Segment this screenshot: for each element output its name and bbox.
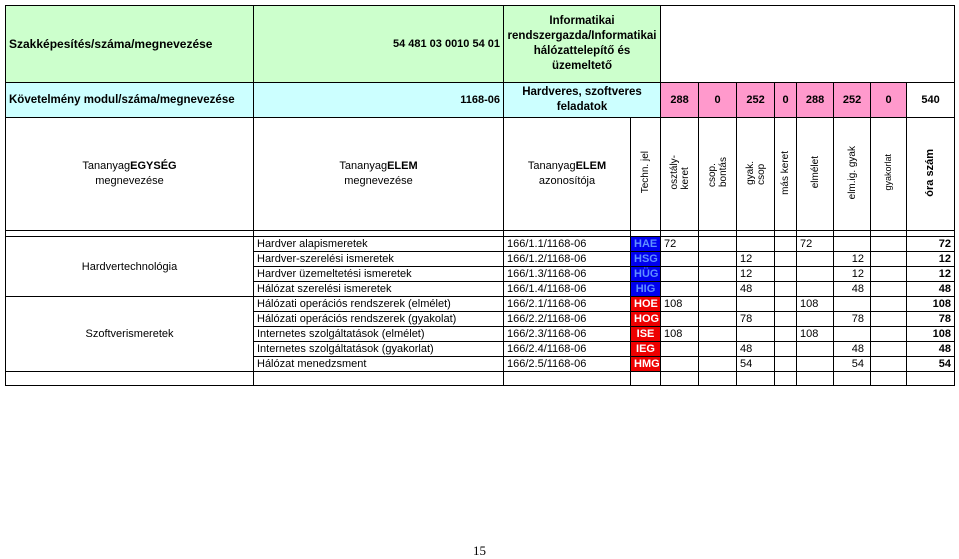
element-id: 166/2.5/1168-06: [504, 357, 631, 372]
element-name: Hálózati operációs rendszerek (elmélet): [254, 297, 504, 312]
practice-value: [871, 312, 907, 327]
group-split-value: [699, 282, 737, 297]
practice-group-value: 48: [737, 282, 775, 297]
tech-code: ISE: [631, 327, 661, 342]
column-header-element: TananyagELEM megnevezése: [254, 118, 504, 231]
element-name: Internetes szolgáltatások (gyakorlat): [254, 342, 504, 357]
column-header-unit: TananyagEGYSÉG megnevezése: [6, 118, 254, 231]
other-frame-value: [775, 252, 797, 267]
element-id: 166/2.4/1168-06: [504, 342, 631, 357]
hours-value: 12: [907, 252, 955, 267]
module-label: Követelmény modul/száma/megnevezése: [6, 83, 254, 118]
theory-value: [797, 357, 834, 372]
element-id: 166/2.3/1168-06: [504, 327, 631, 342]
other-frame-value: [775, 237, 797, 252]
element-name: Hálózati operációs rendszerek (gyakolat): [254, 312, 504, 327]
other-frame-value: [775, 297, 797, 312]
total-other-frame: 0: [775, 83, 797, 118]
tech-code: HOE: [631, 297, 661, 312]
qualification-name: Informatikai rendszergazda/Informatikai hálózattelepítő és üzemeltető: [504, 6, 661, 83]
tech-code: HOG: [631, 312, 661, 327]
tech-code: HAE: [631, 237, 661, 252]
total-hours: 540: [907, 83, 955, 118]
total-theory-practice: 252: [834, 83, 871, 118]
class-frame-value: [661, 312, 699, 327]
theory-value: [797, 252, 834, 267]
theory-practice-value: [834, 237, 871, 252]
element-id: 166/1.1/1168-06: [504, 237, 631, 252]
other-frame-value: [775, 327, 797, 342]
element-id: 166/1.4/1168-06: [504, 282, 631, 297]
theory-practice-value: 12: [834, 267, 871, 282]
practice-group-value: 48: [737, 342, 775, 357]
element-name: Hardver-szerelési ismeretek: [254, 252, 504, 267]
table-row: [6, 297, 955, 312]
column-header-tech: Techn. jel: [631, 118, 661, 231]
column-header-class-frame: osztály- keret: [661, 118, 699, 231]
element-name: Hardver alapismeretek: [254, 237, 504, 252]
practice-group-value: 12: [737, 252, 775, 267]
theory-practice-value: [834, 327, 871, 342]
module-name: Hardveres, szoftveres feladatok: [504, 83, 661, 118]
other-frame-value: [775, 342, 797, 357]
column-header-theory-practice: elm.ig. gyak: [834, 118, 871, 231]
tech-code: HSG: [631, 252, 661, 267]
group-split-value: [699, 237, 737, 252]
module-number: 1168-06: [254, 83, 504, 118]
element-name: Hálózat szerelési ismeretek: [254, 282, 504, 297]
practice-group-value: [737, 297, 775, 312]
table-row: [6, 237, 955, 252]
total-practice: 0: [871, 83, 907, 118]
other-frame-value: [775, 267, 797, 282]
curriculum-table: [5, 5, 955, 386]
other-frame-value: [775, 282, 797, 297]
theory-practice-value: [834, 297, 871, 312]
practice-value: [871, 237, 907, 252]
practice-value: [871, 342, 907, 357]
class-frame-value: 72: [661, 237, 699, 252]
tech-code: HIG: [631, 282, 661, 297]
group-split-value: [699, 342, 737, 357]
theory-practice-value: 48: [834, 342, 871, 357]
class-frame-value: [661, 342, 699, 357]
unit-name: Szoftverismeretek: [6, 297, 254, 372]
theory-practice-value: 12: [834, 252, 871, 267]
total-class-frame: 288: [661, 83, 699, 118]
unit-name: Hardvertechnológia: [6, 237, 254, 297]
column-header-row: [6, 118, 955, 231]
total-practice-group: 252: [737, 83, 775, 118]
element-name: Hardver üzemeltetési ismeretek: [254, 267, 504, 282]
practice-group-value: 12: [737, 267, 775, 282]
class-frame-value: [661, 357, 699, 372]
group-split-value: [699, 267, 737, 282]
page-number: 15: [473, 543, 486, 558]
theory-value: 108: [797, 297, 834, 312]
column-header-group-split: csop. bontás: [699, 118, 737, 231]
practice-value: [871, 357, 907, 372]
column-header-element-id: TananyagELEM azonosítója: [504, 118, 631, 231]
group-split-value: [699, 327, 737, 342]
hours-value: 108: [907, 297, 955, 312]
hours-value: 108: [907, 327, 955, 342]
theory-practice-value: 54: [834, 357, 871, 372]
total-theory: 288: [797, 83, 834, 118]
theory-value: 72: [797, 237, 834, 252]
column-header-hours: óra szám: [907, 118, 955, 231]
practice-value: [871, 327, 907, 342]
group-split-value: [699, 252, 737, 267]
theory-practice-value: 48: [834, 282, 871, 297]
qualification-label: Szakképesítés/száma/megnevezése: [6, 6, 254, 83]
qualification-row: [6, 6, 955, 83]
empty-footer-row: [6, 372, 955, 386]
hours-value: 48: [907, 342, 955, 357]
tech-code: HÜG: [631, 267, 661, 282]
theory-value: [797, 312, 834, 327]
practice-value: [871, 282, 907, 297]
element-id: 166/2.2/1168-06: [504, 312, 631, 327]
module-row: [6, 83, 955, 118]
element-name: Internetes szolgáltatások (elmélet): [254, 327, 504, 342]
theory-practice-value: 78: [834, 312, 871, 327]
practice-group-value: 54: [737, 357, 775, 372]
column-header-other-frame: más keret: [775, 118, 797, 231]
practice-group-value: [737, 237, 775, 252]
practice-value: [871, 252, 907, 267]
tech-code: IEG: [631, 342, 661, 357]
qualification-number: 54 481 03 0010 54 01: [254, 6, 504, 83]
data-rows: [6, 237, 955, 372]
practice-value: [871, 267, 907, 282]
class-frame-value: [661, 282, 699, 297]
column-header-practice-group: gyak. csop: [737, 118, 775, 231]
column-header-practice: gyakorlat: [871, 118, 907, 231]
theory-value: [797, 282, 834, 297]
other-frame-value: [775, 357, 797, 372]
element-id: 166/1.3/1168-06: [504, 267, 631, 282]
total-group-split: 0: [699, 83, 737, 118]
hours-value: 48: [907, 282, 955, 297]
theory-value: [797, 342, 834, 357]
group-split-value: [699, 297, 737, 312]
other-frame-value: [775, 312, 797, 327]
column-header-theory: elmélet: [797, 118, 834, 231]
practice-group-value: [737, 327, 775, 342]
tech-code: HMG: [631, 357, 661, 372]
class-frame-value: 108: [661, 327, 699, 342]
practice-group-value: 78: [737, 312, 775, 327]
hours-value: 78: [907, 312, 955, 327]
hours-value: 54: [907, 357, 955, 372]
element-id: 166/2.1/1168-06: [504, 297, 631, 312]
theory-value: [797, 267, 834, 282]
group-split-value: [699, 312, 737, 327]
class-frame-value: [661, 267, 699, 282]
element-name: Hálózat menedzsment: [254, 357, 504, 372]
class-frame-value: [661, 252, 699, 267]
practice-value: [871, 297, 907, 312]
group-split-value: [699, 357, 737, 372]
class-frame-value: 108: [661, 297, 699, 312]
theory-value: 108: [797, 327, 834, 342]
element-id: 166/1.2/1168-06: [504, 252, 631, 267]
qualification-blank: [661, 6, 955, 83]
hours-value: 72: [907, 237, 955, 252]
hours-value: 12: [907, 267, 955, 282]
